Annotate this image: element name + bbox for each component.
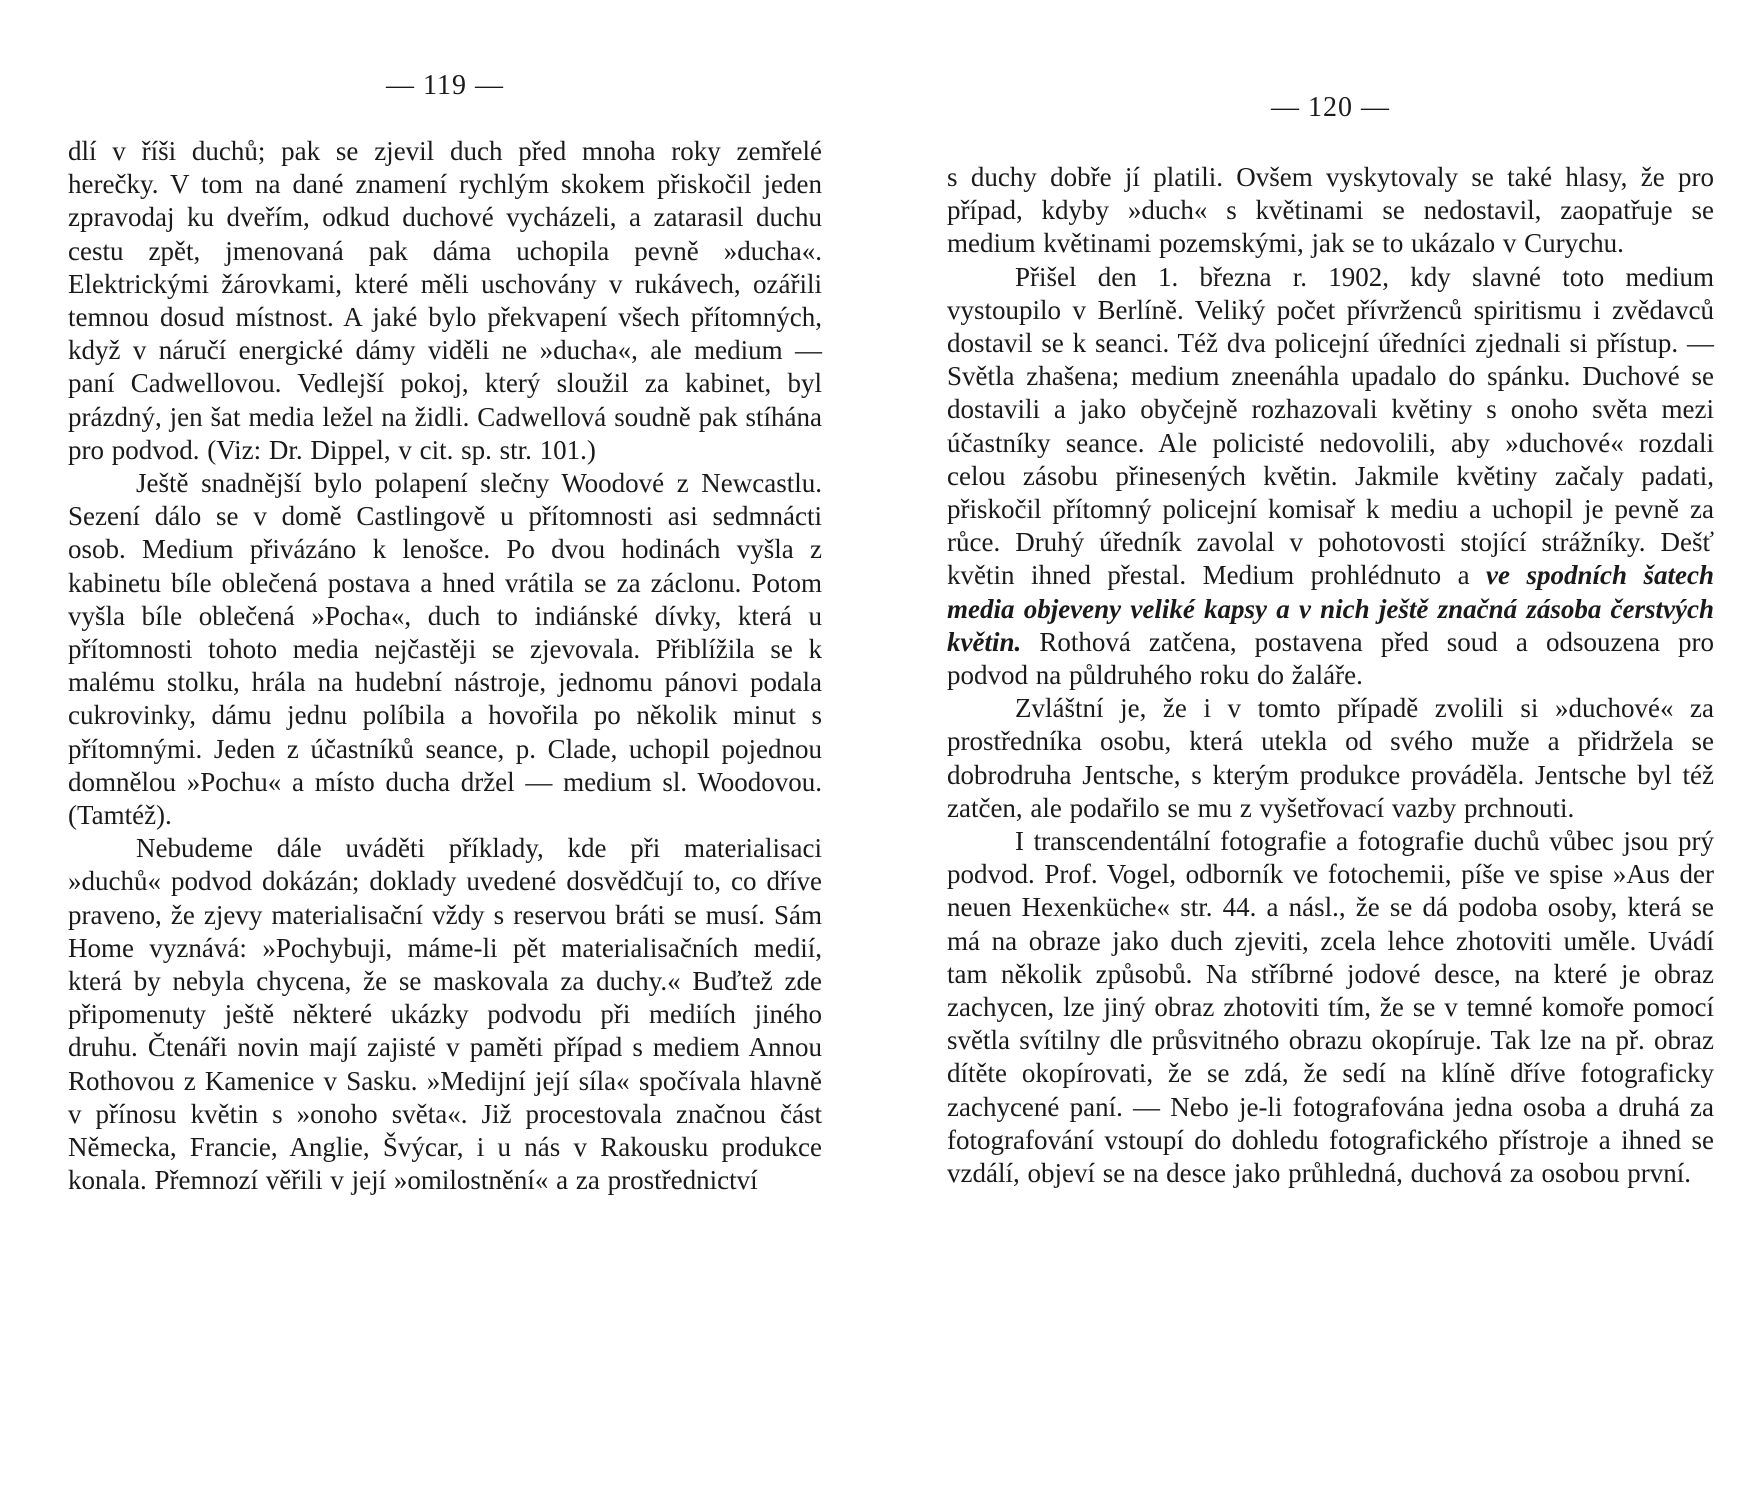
left-page-text (68, 135, 822, 1198)
page-number-right: — 120 — (1271, 92, 1390, 123)
emphasized-text: ve spodních šatech media objeveny veliké kapsy a v nich ještě značná zásoba čerstvých květin. (947, 560, 1714, 657)
right-page (947, 0, 1714, 1500)
paragraph: s duchy dobře jí platili. Ovšem vyskytovaly se také hlasy, že pro případ, kdyby »duch« s květinami se nedostavil, zaopatřuje se medium květinami pozemskými, jak se to ukázalo v Curychu. (947, 162, 1714, 259)
page-number-left: — 119 — (386, 70, 504, 101)
paragraph (947, 261, 1714, 693)
paragraph: Ještě snadnější bylo polapení slečny Woodové z Newcastlu. Sezení dálo se v domě Castlingově u přítomnosti asi sedmnácti osob. Medium přivázáno k lenošce. Po dvou hodinách vyšla z kabinetu bíle oblečená postava a hned vrátila se za záclonu. Potom vyšla bíle oblečená »Pocha«, duch to indiánské dívky, která u přítomnosti tohoto media nejčastěji se zjevovala. Přiblížila se k malému stolku, hrála na hudební nástroje, jednomu pánovi podala cukrovinky, dámu jednu políbila a hovořila po několik minut s přítomnými. Jeden z účastníků seance, p. Clade, uchopil pojednou domnělou »Pochu« a místo ducha držel — medium sl. Woodovou. (Tamtéž). (68, 468, 822, 831)
paragraph: I transcendentální fotografie a fotografie duchů vůbec jsou prý podvod. Prof. Vogel, odborník ve fotochemii, píše ve spise »Aus der neuen Hexenküche« str. 44. a násl., že se dá podoba osoby, která se má na obraze jako duch zjeviti, zcela lehce zhotoviti uměle. Uvádí tam několik způsobů. Na stříbrné jodové desce, na které je obraz zachycen, lze jiný obraz zhotoviti tím, že se v temné komoře pomocí světla svítilny dle průsvitného obrazu okopíruje. Tak lze na př. obraz dítěte okopírovati, že se zdá, že sedí na klíně dříve fotograficky zachycené paní. — Nebo je-li fotografována jedna osoba a druhá za fotografování vstoupí do dohledu fotografického přístroje a ihned se vzdálí, objeví se na desce jako průhledná, duchová za osobou první. (947, 826, 1714, 1189)
paragraph: Nebudeme dále uváděti příklady, kde při materialisaci »duchů« podvod dokázán; doklady uvedené dosvědčují to, co dříve praveno, že zjevy materialisační vždy s reservou bráti se musí. Sám Home vyznává: »Pochybuji, máme-li pět materialisačních medií, která by nebyla chycena, že se maskovala za duchy.« Buďtež zde připomenuty ještě některé ukázky podvodu při mediích jiného druhu. Čtenáři novin mají zajisté v paměti případ s mediem Annou Rothovou z Kamenice v Sasku. »Medijní její síla« spočívala hlavně v přínosu květin s »onoho světa«. Již procestovala značnou část Německa, Francie, Anglie, Švýcar, i u nás v Rakousku produkce konala. Přemnozí věřili v její »omilostnění« a za prostřednictví (68, 833, 822, 1196)
paragraph: Zvláštní je, že i v tomto případě zvolili si »duchové« za prostředníka osobu, která utekla od svého muže a přidržela se dobrodruha Jentsche, s kterým produkce prováděla. Jentsche byl též zatčen, ale podařilo se mu z vyšetřovací vazby prchnouti. (947, 693, 1714, 823)
right-page-text (947, 161, 1714, 1190)
paragraph-text: Přišel den 1. března r. 1902, kdy slavné toto medium vystoupilo v Berlíně. Veliký počet přívrženců spiritismu i zvědavců dostavil se k seanci. Též dva policejní úředníci zjednali si přístup. — Světla zhašena; medium zneenáhla upadalo do spánku. Duchové se dostavili a jako obyčejně rozhazovali květiny s onoho světa mezi účastníky seance. Ale policisté nedovolili, aby »duchové« rozdali celou zásobu přinesených květin. Jakmile květiny začaly padati, přiskočil přítomný policejní komisař k mediu a uchopil je pevně za růce. Druhý úředník zavolal v pohotovosti stojící strážníky. Dešť květin ihned přestal. Medium prohlédnuto a (947, 261, 1714, 591)
paragraph-text: Rothová zatčena, postavena před soud a odsouzena pro podvod na půldruhého roku do žaláře. (947, 626, 1715, 691)
paragraph: dlí v říši duchů; pak se zjevil duch před mnoha roky zemřelé herečky. V tom na dané znamení rychlým skokem přiskočil jeden zpravodaj ku dveřím, odkud duchové vycházeli, a zatarasil duchu cestu zpět, jmenovaná pak dáma uchopila pevně »ducha«. Elektrickými žárovkami, které měli uschovány v rukávech, ozářili temnou dosud místnost. A jaké bylo překvapení všech přítomných, když v náručí energické dámy viděli ne »ducha«, ale medium — paní Cadwellovou. Vedlejší pokoj, který sloužil za kabinet, byl prázdný, jen šat media ležel na židli. Cadwellová soudně pak stíhána pro podvod. (Viz: Dr. Dippel, v cit. sp. str. 101.) (68, 136, 822, 465)
left-page (68, 0, 822, 1500)
